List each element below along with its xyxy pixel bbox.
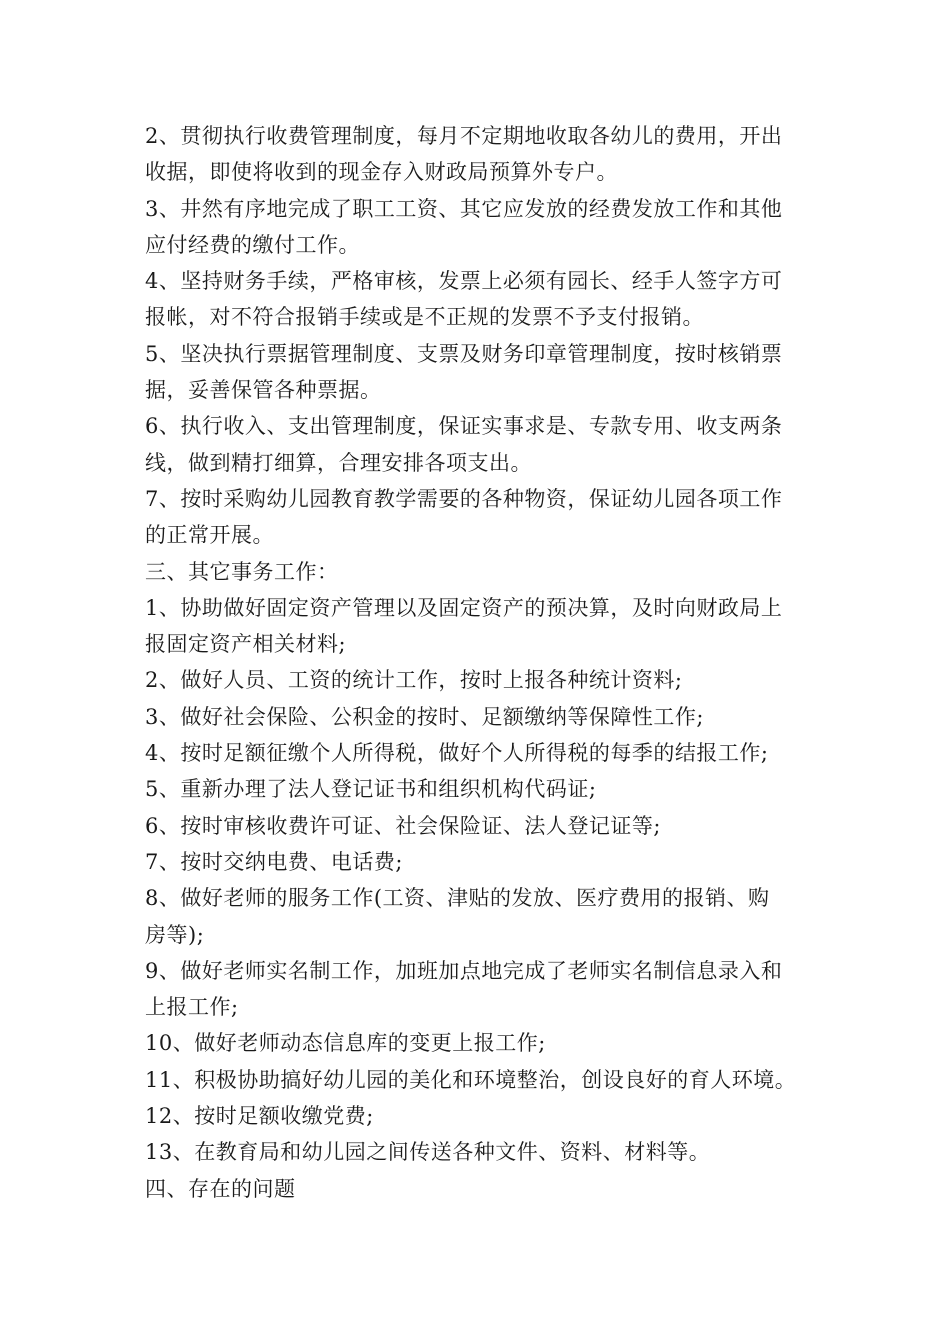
text-line: 11、积极协助搞好幼儿园的美化和环境整治，创设良好的育人环境。 bbox=[145, 1067, 797, 1092]
text-line: 12、按时足额收缴党费; bbox=[145, 1104, 374, 1129]
text-line: 上报工作; bbox=[145, 995, 239, 1020]
text-line: 6、执行收入、支出管理制度，保证实事求是、专款专用、收支两条 bbox=[145, 414, 783, 439]
text-line: 8、做好老师的服务工作(工资、津贴的发放、医疗费用的报销、购 bbox=[145, 886, 770, 911]
text-line: 2、做好人员、工资的统计工作，按时上报各种统计资料; bbox=[145, 668, 683, 693]
text-line: 1、协助做好固定资产管理以及固定资产的预决算，及时向财政局上 bbox=[145, 595, 783, 620]
text-line: 5、坚决执行票据管理制度、支票及财务印章管理制度，按时核销票 bbox=[145, 341, 783, 366]
text-line: 的正常开展。 bbox=[145, 523, 274, 548]
text-line: 7、按时交纳电费、电话费; bbox=[145, 849, 403, 874]
text-line: 7、按时采购幼儿园教育教学需要的各种物资，保证幼儿园各项工作 bbox=[145, 486, 783, 511]
text-line: 3、井然有序地完成了职工工资、其它应发放的经费发放工作和其他 bbox=[145, 196, 783, 221]
text-line: 据，妥善保管各种票据。 bbox=[145, 378, 382, 403]
text-line: 报固定资产相关材料; bbox=[145, 632, 347, 657]
text-line: 2、贯彻执行收费管理制度，每月不定期地收取各幼儿的费用，开出 bbox=[145, 124, 783, 148]
text-line: 10、做好老师动态信息库的变更上报工作; bbox=[145, 1031, 546, 1056]
document-body bbox=[145, 118, 813, 1207]
text-line: 收据，即使将收到的现金存入财政局预算外专户。 bbox=[145, 160, 618, 185]
text-line: 4、按时足额征缴个人所得税，做好个人所得税的每季的结报工作; bbox=[145, 741, 769, 766]
text-line: 报帐，对不符合报销手续或是不正规的发票不予支付报销。 bbox=[145, 305, 704, 330]
section-heading: 四、存在的问题 bbox=[145, 1176, 296, 1201]
text-line: 5、重新办理了法人登记证书和组织机构代码证; bbox=[145, 777, 597, 802]
text-line: 线，做到精打细算，合理安排各项支出。 bbox=[145, 450, 532, 475]
section-heading: 三、其它事务工作： bbox=[145, 559, 339, 584]
text-line: 9、做好老师实名制工作，加班加点地完成了老师实名制信息录入和 bbox=[145, 958, 783, 983]
text-line: 房等); bbox=[145, 922, 205, 947]
text-line: 6、按时审核收费许可证、社会保险证、法人登记证等; bbox=[145, 813, 661, 838]
text-line: 应付经费的缴付工作。 bbox=[145, 232, 360, 257]
text-line: 4、坚持财务手续，严格审核，发票上必须有园长、经手人签字方可 bbox=[145, 269, 783, 294]
text-line: 13、在教育局和幼儿园之间传送各种文件、资料、材料等。 bbox=[145, 1140, 711, 1165]
text-line: 3、做好社会保险、公积金的按时、足额缴纳等保障性工作; bbox=[145, 704, 704, 729]
